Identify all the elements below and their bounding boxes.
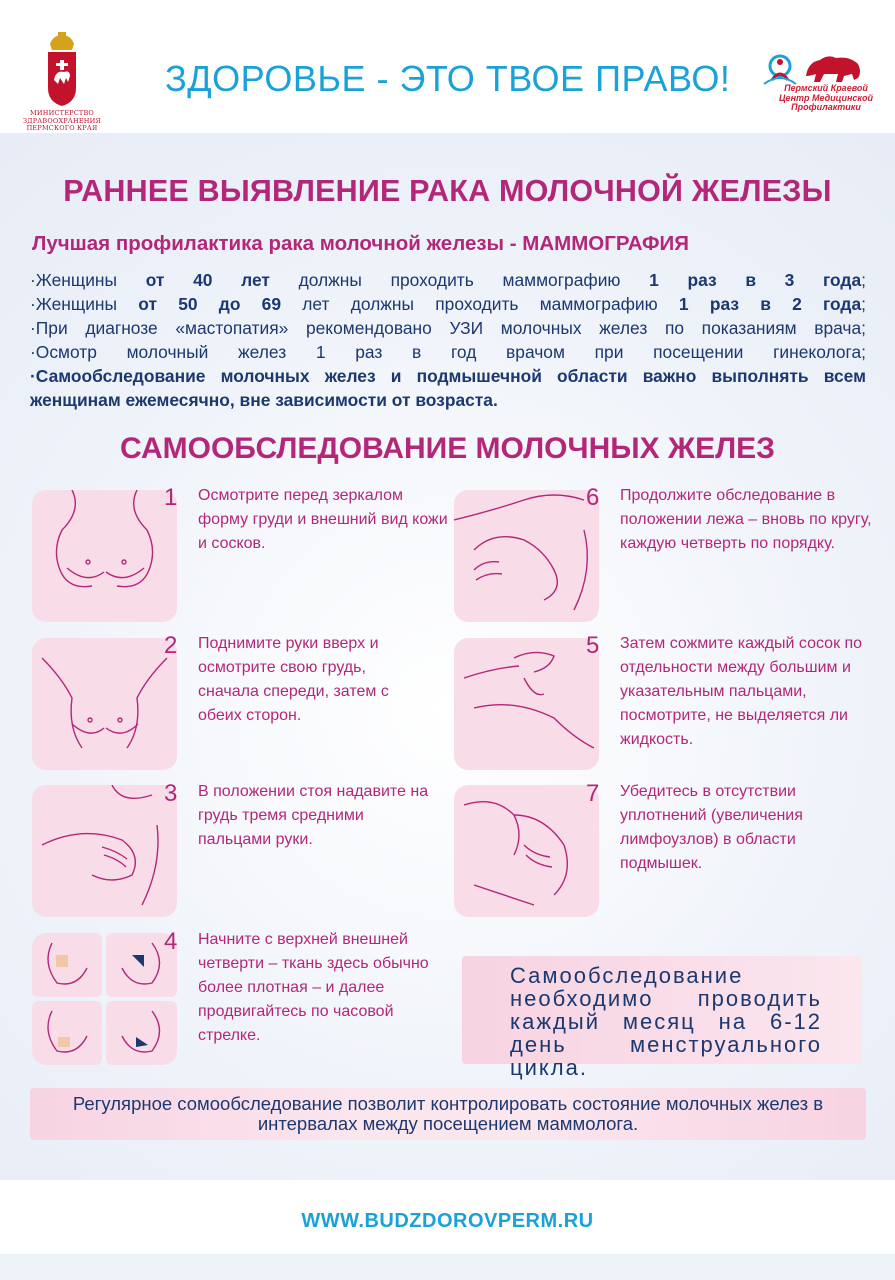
slogan: ЗДОРОВЬЕ - ЭТО ТВОЕ ПРАВО! [165,58,731,99]
step-text: Убедитесь в отсутствии уплотнений (увеличения лимфоузлов) в области подмышек. [620,783,803,872]
bottom-note-box [30,1088,866,1140]
step-6-illustration [454,490,599,622]
step-7-illustration [454,785,599,917]
step-text: Осмотрите перед зеркалом форму груди и внешний вид кожи и сосков. [198,487,448,552]
list-item: ·Самообследование молочных желез и подмышечной области важно выполнять всем женщинам ежемесячно, вне зависимости от возраста. [30,366,866,410]
step-1-illustration [32,490,177,622]
step-number: 5 [586,632,600,659]
step-text: Начните с верхней внешней четверти – ткань здесь обычно более плотная – и далее продвигайтесь по часовой стрелке. [198,931,429,1044]
website-link[interactable]: WWW.BUDZDOROVPERM.RU [301,1210,594,1232]
step-number: 4 [164,928,178,955]
bottom-note: Регулярное сомообследование позволит контролировать состояние молочных желез в интервалах между посещением маммолога. [72,1093,824,1134]
list-item: ·Женщины от 40 лет должны проходить маммографию 1 раз в 3 года; [30,270,866,290]
footer [0,1180,895,1280]
step-5-illustration [454,638,599,770]
ministry-name: МИНИСТЕРСТВО ЗДРАВООХРАНЕНИЯ ПЕРМСКОГО КРАЯ [23,109,101,132]
recommendations-list [30,268,866,412]
monthly-note: Самообследование необходимо проводить каждый месяц на 6-12 день менструального цикла. [510,963,822,1080]
step-4-illustration [32,933,177,1065]
step-number: 6 [586,484,600,511]
step-number: 2 [164,632,178,659]
footer-band [0,1254,895,1280]
step-3-illustration [32,785,177,917]
step-text: В положении стоя надавите на грудь тремя средними пальцами руки. [198,783,429,848]
section-title: САМООБСЛЕДОВАНИЕ МОЛОЧНЫХ ЖЕЛЕЗ [120,432,775,465]
list-item: ·Женщины от 50 до 69 лет должны проходить маммографию 1 раз в 2 года; [30,294,866,314]
list-item: ·При диагнозе «мастопатия» рекомендовано УЗИ молочных желез по показаниям врача; [30,318,866,338]
center-logo [758,50,873,112]
monthly-note-box [462,956,862,1080]
page-title: РАННЕЕ ВЫЯВЛЕНИЕ РАКА МОЛОЧНОЙ ЖЕЛЕЗЫ [63,174,832,208]
step-text: Поднимите руки вверх и осмотрите свою грудь, сначала спереди, затем с обеих сторон. [198,635,389,724]
step-text: Продолжите обследование в положении лежа – вновь по кругу, каждую четверть по порядку. [620,487,872,552]
list-item: ·Осмотр молочный желез 1 раз в год врачом при посещении гинеколога; [30,342,866,362]
step-text: Затем сожмите каждый сосок по отдельности между большим и указательным пальцами, посмотрите, не выделяется ли жидкость. [620,635,863,748]
ministry-logo [22,30,102,133]
step-number: 1 [164,484,178,511]
coat-of-arms-icon [42,30,82,108]
subtitle: Лучшая профилактика рака молочной железы - МАММОГРАФИЯ [32,232,690,255]
step-2-illustration [32,638,177,770]
center-name: Пермский Краевой Центр Медицинской Профилактики [779,83,873,112]
header [0,0,895,133]
step-number: 3 [164,780,178,807]
step-number: 7 [586,780,600,807]
